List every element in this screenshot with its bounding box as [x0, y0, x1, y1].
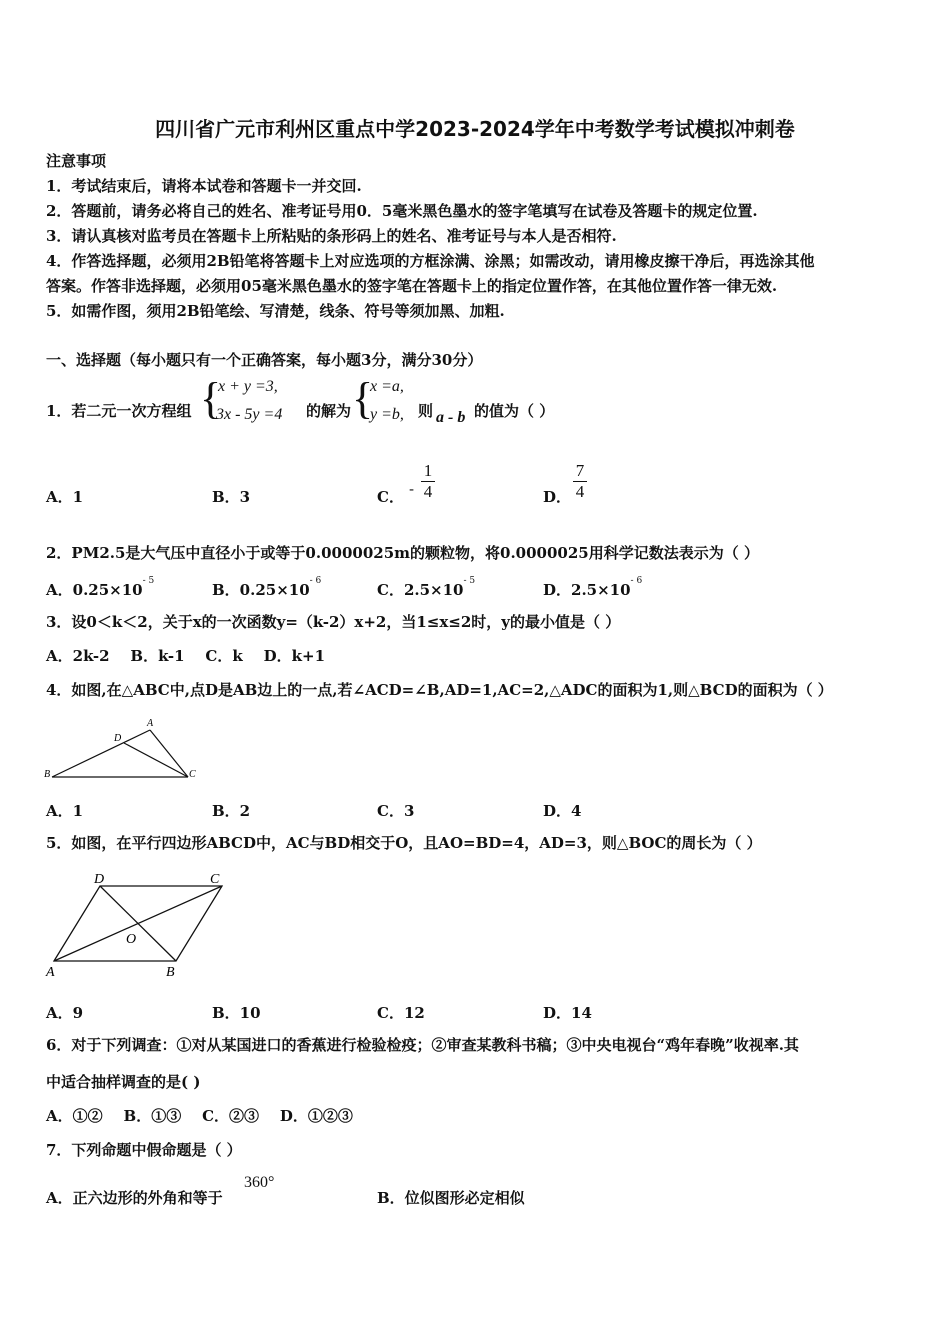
- page-title: 四川省广元市利州区重点中学2023-2024学年中考数学考试模拟冲刺卷: [155, 117, 795, 141]
- q4-option-d[interactable]: D．4: [543, 802, 582, 820]
- q1-expr: a - b: [436, 409, 466, 426]
- q4-option-b[interactable]: B．2: [212, 802, 251, 820]
- q4-option-a[interactable]: A．1: [46, 802, 84, 820]
- q1-option-d-fraction: [573, 461, 587, 502]
- q7-option-a[interactable]: A．正六边形的外角和等于: [46, 1189, 223, 1207]
- q5-option-d[interactable]: D．14: [543, 1004, 592, 1022]
- q4-triangle-figure: [42, 715, 202, 785]
- q1-sol1: x =a,: [370, 378, 404, 395]
- q2-text: 2．PM2.5是大气压中直径小于或等于0.0000025m的颗粒物，将0.0000025用科学记数法表示为（ ）: [46, 544, 759, 562]
- notes-item-3: 3．请认真核对监考员在答题卡上所粘贴的条形码上的姓名、准考证号与本人是否相符.: [46, 227, 617, 245]
- q7-text: 7．下列命题中假命题是（ ）: [46, 1141, 242, 1159]
- q6-text-line2: 中适合抽样调查的是( ): [46, 1073, 201, 1091]
- q1-option-c-label[interactable]: C．: [377, 488, 404, 506]
- q4-segment-ba: [52, 730, 150, 777]
- q1-option-c-numerator: 1: [423, 461, 433, 480]
- q4-label-d: D: [114, 733, 122, 744]
- q1-option-d-numerator: 7: [575, 461, 585, 480]
- q5-option-c[interactable]: C．12: [377, 1004, 425, 1022]
- q6-text-line1: 6．对于下列调查：①对从某国进口的香蕉进行检验检疫；②审查某教科书稿；③中央电视台“鸡年春晚”收视率.其: [46, 1036, 799, 1054]
- q5-diagonal-bd: [100, 886, 176, 961]
- q2-option-a[interactable]: A．$0.25\times 10^{- 5}$: [46, 576, 155, 599]
- q1-middle: 的解为: [306, 402, 352, 420]
- q1-option-d-label[interactable]: D．: [543, 488, 572, 506]
- notes-item-5: 5．如需作图，须用2B铅笔绘、写清楚，线条、符号等须加黑、加粗.: [46, 302, 505, 320]
- q3-options[interactable]: A．2k-2 B．k-1 C．k D．k+1: [46, 647, 326, 665]
- q3-text: 3．设0＜k＜2，关于x的一次函数y=（k-2）x+2，当1≤x≤2时，y的最小值是（ ）: [46, 613, 621, 631]
- q1-eq1: x + y =3,: [218, 378, 278, 395]
- q4-label-a: A: [147, 718, 154, 729]
- q5-label-d: D: [94, 872, 105, 887]
- q1-system-brace: {: [200, 374, 222, 423]
- q2-option-d[interactable]: D．$2.5\times 10^{- 6}$: [543, 576, 643, 599]
- q4-segment-ac: [150, 730, 188, 777]
- q1-option-c-denominator: 4: [423, 482, 433, 501]
- notes-item-4-cont: 答案。作答非选择题，必须用05毫米黑色墨水的签字笔在答题卡上的指定位置作答，在其他位置作答一律无效.: [46, 277, 778, 295]
- q5-label-o: O: [126, 932, 137, 947]
- notes-item-4: 4．作答选择题，必须用2B铅笔将答题卡上对应选项的方框涂满、涂黑；如需改动，请用橡皮擦干净后，再选涂其他: [46, 252, 815, 270]
- q4-label-c: C: [189, 769, 196, 780]
- q1-option-c-sign: -: [409, 480, 415, 498]
- q1-option-d-denominator: 4: [575, 482, 585, 501]
- notes-heading: 注意事项: [46, 152, 107, 170]
- q4-text: 4．如图,在△ABC中,点D是AB边上的一点,若∠ACD=∠B,AD=1,AC=2,△ADC的面积为1,则△BCD的面积为（ ）: [46, 681, 833, 699]
- q1-eq2: 3x - 5y =4: [216, 406, 283, 423]
- q1-solution-brace: {: [352, 374, 374, 423]
- q2-option-c[interactable]: C．$2.5\times 10^{- 5}$: [377, 576, 476, 599]
- notes-item-2: 2．答题前，请务必将自己的姓名、准考证号用0．5毫米黑色墨水的签字笔填写在试卷及答题卡的规定位置.: [46, 202, 758, 220]
- q4-option-c[interactable]: C．3: [377, 802, 415, 820]
- q5-parallelogram-figure: [42, 866, 242, 982]
- q5-label-a: A: [46, 965, 55, 980]
- q7-option-b[interactable]: B．位似图形必定相似: [377, 1189, 525, 1207]
- q5-label-c: C: [210, 872, 220, 887]
- q1-prefix: 1．若二元一次方程组: [46, 402, 192, 420]
- q5-option-b[interactable]: B．10: [212, 1004, 261, 1022]
- q5-label-b: B: [166, 965, 175, 980]
- q2-option-b[interactable]: B．$0.25\times 10^{- 6}$: [212, 576, 322, 599]
- q1-sol2: y =b,: [370, 406, 404, 423]
- q1-then: 则: [418, 402, 434, 420]
- q6-options[interactable]: A．①② B．①③ C．②③ D．①②③: [46, 1107, 353, 1125]
- q1-option-b[interactable]: B．3: [212, 488, 251, 506]
- q5-text: 5．如图，在平行四边形ABCD中，AC与BD相交于O，且AO=BD=4，AD=3，则△BOC的周长为（ ）: [46, 834, 762, 852]
- q7-option-a-value: 360°: [244, 1174, 275, 1191]
- section-heading: 一、选择题（每小题只有一个正确答案，每小题3分，满分30分）: [46, 351, 483, 369]
- notes-item-1: 1．考试结束后，请将本试卷和答题卡一并交回.: [46, 177, 362, 195]
- q5-option-a[interactable]: A．9: [46, 1004, 84, 1022]
- q1-option-c-fraction: [421, 461, 435, 502]
- q4-label-b: B: [44, 769, 51, 780]
- q1-suffix: 的值为（ ）: [474, 402, 555, 420]
- q4-segment-dc: [124, 743, 188, 777]
- q1-option-a[interactable]: A．1: [46, 488, 84, 506]
